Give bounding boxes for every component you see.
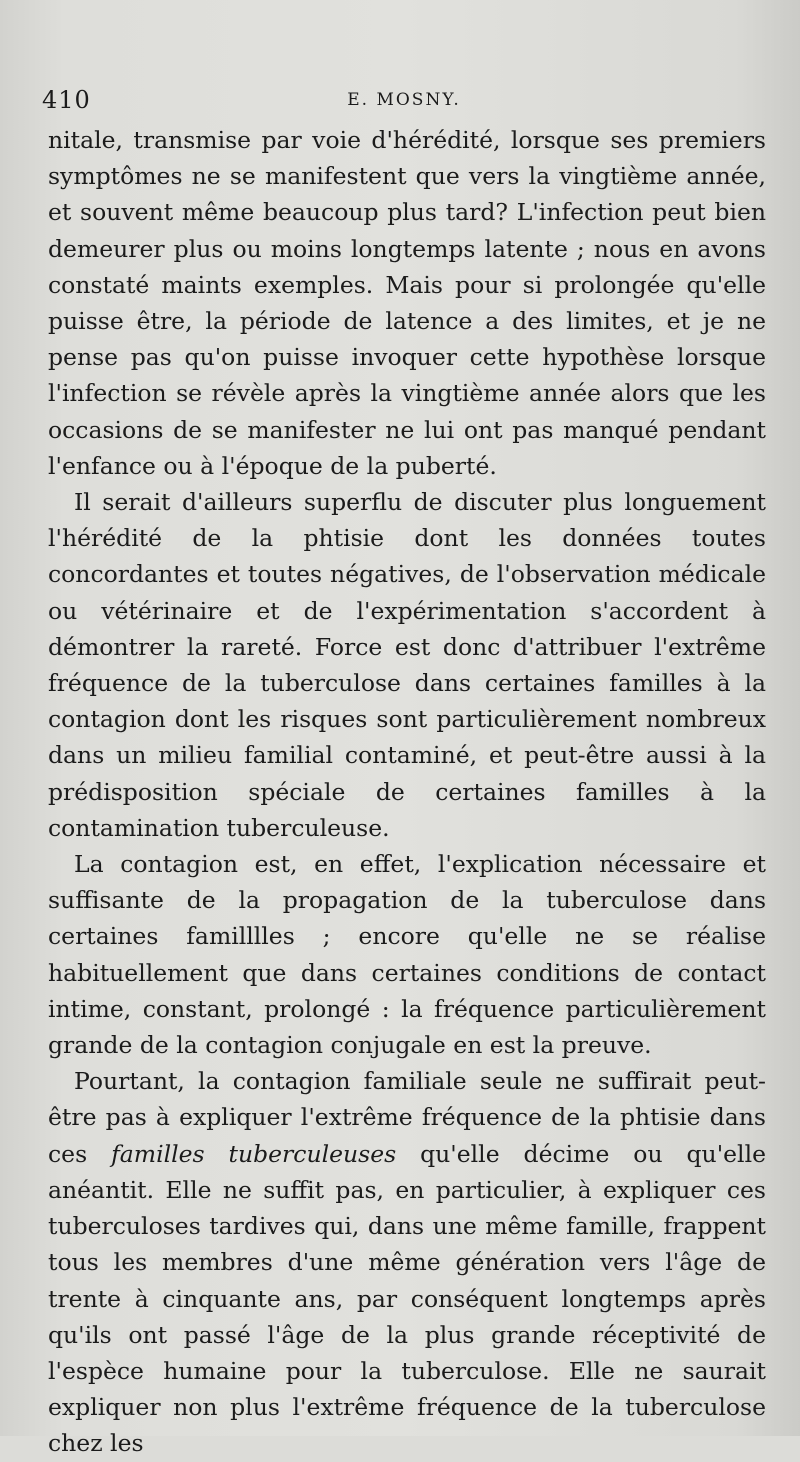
paragraph-heredity: Il serait d'ailleurs superflu de discuter plus longuement l'hérédité de la phtisie dont les données toutes concordantes et toutes négatives, de l'observation médicale ou vétérinaire et de l'expérimentation s'accordent à démontrer la rareté. Force est donc d'attribuer l'extrême fréquence de la tuberculose dans certaines familles à la contagion dont les risques sont particulièrement nombreux dans un milieu familial contaminé, et peut-être aussi à la prédisposition spéciale de certaines familles à la contamination tuberculeuse. <box>48 488 766 842</box>
page-number: 410 <box>42 86 91 114</box>
paragraph-contagion: La contagion est, en effet, l'explication nécessaire et suffisante de la propagation de la tuberculose dans certaines familllles ; encore qu'elle ne se réalise habituellement que dans certaines conditions de contact intime, constant, prolongé : la fréquence particulièrement grande de la contagion conjugale en est la preuve. <box>48 850 766 1060</box>
body-text <box>48 122 766 1462</box>
paragraph-familial-contagion <box>48 1063 766 1461</box>
paragraph-text-after: qu'elle décime ou qu'elle anéantit. Elle ne suffit pas, en particulier, à expliquer ces tuberculoses tardives qui, dans une même famille, frappent tous les membres d'une même génération vers l'âge de trente à cinquante ans, par conséquent longtemps après qu'ils ont passé l'âge de la plus grande réceptivité de l'espèce humaine pour la tuberculose. Elle ne saurait expliquer non plus l'extrême fréquence de la tuberculose chez les <box>48 1139 766 1458</box>
running-head <box>42 86 766 116</box>
paragraph-continuation: nitale, transmise par voie d'hérédité, lorsque ses premiers symptômes ne se manifestent que vers la vingtième année, et souvent même beaucoup plus tard? L'infection peut bien demeurer plus ou moins longtemps latente ; nous en avons constaté maints exemples. Mais pour si prolongée qu'elle puisse être, la période de latence a des limites, et je ne pense pas qu'on puisse invoquer cette hypothèse lorsque l'infection se révèle après la vingtième année alors que les occasions de se manifester ne lui ont pas manqué pendant l'enfance ou à l'époque de la puberté. <box>48 126 766 480</box>
running-head-author: E. MOSNY. <box>347 90 461 110</box>
paragraph-text-before: Pourtant, la contagion familiale seule ne suffirait peut-être pas à expliquer l'extrême fréquence de la phtisie dans ces <box>48 1067 766 1168</box>
paragraph-italic-phrase: familles tuberculeuses <box>111 1139 397 1168</box>
